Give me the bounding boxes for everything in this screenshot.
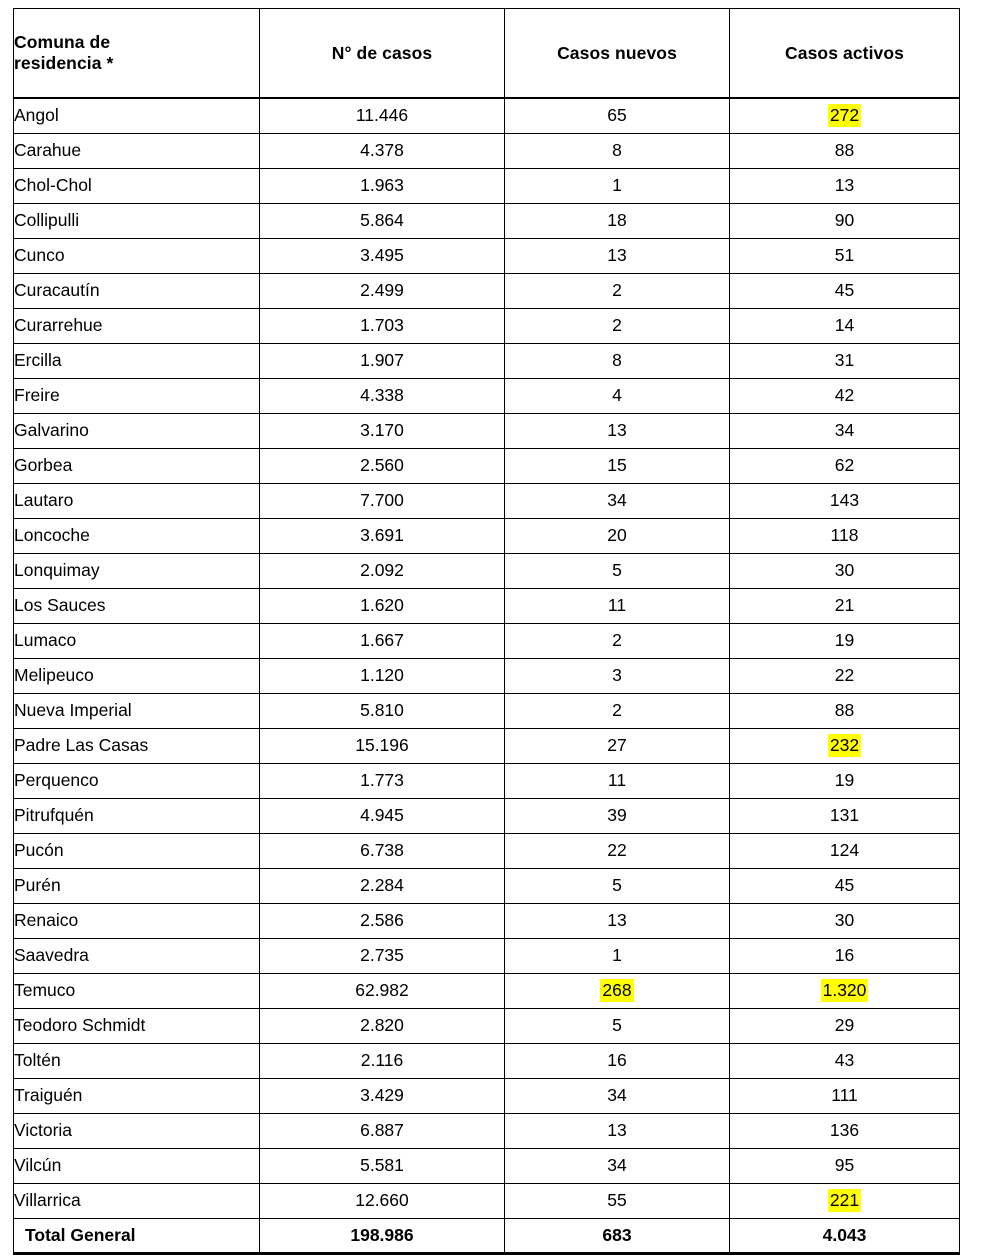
cell-active-cases: 19	[730, 763, 960, 798]
cell-new-cases: 8	[505, 133, 730, 168]
table-row	[14, 1043, 960, 1078]
cell-comuna-name: Lumaco	[14, 623, 260, 658]
cell-new-cases: 2	[505, 273, 730, 308]
cell-total-cases: 2.560	[260, 448, 505, 483]
column-header-comuna-line2: residencia *	[14, 53, 114, 73]
highlighted-value: 1.320	[822, 980, 867, 1001]
cell-total-cases: 1.773	[260, 763, 505, 798]
cell-active-cases: 43	[730, 1043, 960, 1078]
table-row	[14, 203, 960, 238]
table-row	[14, 623, 960, 658]
cell-new-cases: 16	[505, 1043, 730, 1078]
cell-active-cases: 14	[730, 308, 960, 343]
cell-new-cases	[505, 973, 730, 1008]
cell-new-cases: 13	[505, 238, 730, 273]
cell-comuna-name: Padre Las Casas	[14, 728, 260, 763]
highlighted-value: 268	[602, 980, 632, 1001]
cell-comuna-name: Pucón	[14, 833, 260, 868]
cell-comuna-name: Villarrica	[14, 1183, 260, 1218]
table-row	[14, 1183, 960, 1218]
table-row	[14, 1113, 960, 1148]
cell-comuna-name: Collipulli	[14, 203, 260, 238]
table-row	[14, 378, 960, 413]
cell-active-cases: 29	[730, 1008, 960, 1043]
cell-total-cases: 1.907	[260, 343, 505, 378]
cell-comuna-name: Victoria	[14, 1113, 260, 1148]
table-row	[14, 728, 960, 763]
cell-active-cases	[730, 728, 960, 763]
table-row	[14, 273, 960, 308]
cell-active-cases: 88	[730, 693, 960, 728]
cell-new-cases: 4	[505, 378, 730, 413]
cell-active-cases: 22	[730, 658, 960, 693]
cell-active-cases: 30	[730, 903, 960, 938]
cell-new-cases: 13	[505, 413, 730, 448]
cell-comuna-name: Perquenco	[14, 763, 260, 798]
highlighted-value: 272	[829, 105, 860, 126]
cell-new-cases: 11	[505, 763, 730, 798]
cell-total-cases: 3.495	[260, 238, 505, 273]
cell-total-cases: 2.735	[260, 938, 505, 973]
column-header-casos-activos: Casos activos	[730, 9, 960, 99]
table-row	[14, 518, 960, 553]
total-active-cases: 4.043	[730, 1218, 960, 1253]
cell-total-cases: 4.378	[260, 133, 505, 168]
cell-total-cases: 2.586	[260, 903, 505, 938]
table-row	[14, 1078, 960, 1113]
cell-new-cases: 2	[505, 623, 730, 658]
cell-comuna-name: Curacautín	[14, 273, 260, 308]
table-row	[14, 553, 960, 588]
cell-total-cases: 11.446	[260, 98, 505, 133]
cell-active-cases: 31	[730, 343, 960, 378]
cell-comuna-name: Teodoro Schmidt	[14, 1008, 260, 1043]
column-header-casos-nuevos: Casos nuevos	[505, 9, 730, 99]
cell-total-cases: 12.660	[260, 1183, 505, 1218]
cell-active-cases	[730, 1183, 960, 1218]
cell-total-cases: 5.581	[260, 1148, 505, 1183]
cell-total-cases: 62.982	[260, 973, 505, 1008]
cell-active-cases: 62	[730, 448, 960, 483]
cell-comuna-name: Ercilla	[14, 343, 260, 378]
cell-new-cases: 22	[505, 833, 730, 868]
cell-active-cases: 45	[730, 273, 960, 308]
cell-total-cases: 5.810	[260, 693, 505, 728]
cell-active-cases: 90	[730, 203, 960, 238]
cell-comuna-name: Los Sauces	[14, 588, 260, 623]
table-row	[14, 693, 960, 728]
table-row	[14, 833, 960, 868]
cell-comuna-name: Lonquimay	[14, 553, 260, 588]
cell-active-cases: 42	[730, 378, 960, 413]
column-header-comuna	[14, 9, 260, 99]
table-row	[14, 448, 960, 483]
cell-new-cases: 39	[505, 798, 730, 833]
cell-comuna-name: Temuco	[14, 973, 260, 1008]
cell-comuna-name: Traiguén	[14, 1078, 260, 1113]
cell-new-cases: 2	[505, 308, 730, 343]
header-row	[14, 9, 960, 99]
cell-new-cases: 15	[505, 448, 730, 483]
cell-comuna-name: Melipeuco	[14, 658, 260, 693]
table-row	[14, 973, 960, 1008]
cell-new-cases: 34	[505, 1078, 730, 1113]
table-header	[14, 9, 960, 99]
cell-comuna-name: Loncoche	[14, 518, 260, 553]
cell-new-cases: 20	[505, 518, 730, 553]
cell-total-cases: 3.429	[260, 1078, 505, 1113]
cell-new-cases: 1	[505, 938, 730, 973]
cell-new-cases: 13	[505, 903, 730, 938]
cell-total-cases: 1.620	[260, 588, 505, 623]
cell-comuna-name: Saavedra	[14, 938, 260, 973]
cell-total-cases: 2.092	[260, 553, 505, 588]
cell-comuna-name: Renaico	[14, 903, 260, 938]
cell-new-cases: 13	[505, 1113, 730, 1148]
cases-by-comuna-table	[13, 8, 960, 1255]
table-row	[14, 413, 960, 448]
cell-comuna-name: Galvarino	[14, 413, 260, 448]
cell-total-cases: 4.338	[260, 378, 505, 413]
cell-comuna-name: Chol-Chol	[14, 168, 260, 203]
cell-total-cases: 1.667	[260, 623, 505, 658]
cell-active-cases: 30	[730, 553, 960, 588]
table-row	[14, 903, 960, 938]
cell-total-cases: 2.116	[260, 1043, 505, 1078]
cell-comuna-name: Pitrufquén	[14, 798, 260, 833]
cell-total-cases: 3.170	[260, 413, 505, 448]
table-row	[14, 868, 960, 903]
cell-active-cases: 131	[730, 798, 960, 833]
cell-active-cases: 118	[730, 518, 960, 553]
cell-new-cases: 27	[505, 728, 730, 763]
cell-total-cases: 4.945	[260, 798, 505, 833]
cell-comuna-name: Vilcún	[14, 1148, 260, 1183]
cell-comuna-name: Purén	[14, 868, 260, 903]
cell-active-cases	[730, 973, 960, 1008]
column-header-casos: N° de casos	[260, 9, 505, 99]
cell-total-cases: 5.864	[260, 203, 505, 238]
cell-new-cases: 5	[505, 553, 730, 588]
cell-active-cases: 16	[730, 938, 960, 973]
table-row	[14, 168, 960, 203]
cell-comuna-name: Curarrehue	[14, 308, 260, 343]
cell-new-cases: 5	[505, 868, 730, 903]
total-new-cases: 683	[505, 1218, 730, 1253]
highlighted-value: 221	[829, 1190, 860, 1211]
table-row	[14, 1148, 960, 1183]
table-row	[14, 238, 960, 273]
cell-total-cases: 6.887	[260, 1113, 505, 1148]
cell-active-cases: 143	[730, 483, 960, 518]
cell-new-cases: 3	[505, 658, 730, 693]
table-row	[14, 798, 960, 833]
cell-comuna-name: Carahue	[14, 133, 260, 168]
table-row	[14, 588, 960, 623]
cases-table-container	[13, 8, 959, 1255]
cell-comuna-name: Gorbea	[14, 448, 260, 483]
cell-new-cases: 34	[505, 483, 730, 518]
cell-total-cases: 3.691	[260, 518, 505, 553]
table-row	[14, 343, 960, 378]
table-row	[14, 938, 960, 973]
cell-total-cases: 7.700	[260, 483, 505, 518]
cell-total-cases: 1.963	[260, 168, 505, 203]
cell-total-cases: 1.120	[260, 658, 505, 693]
total-label: Total General	[14, 1218, 260, 1253]
total-row	[14, 1218, 960, 1253]
cell-new-cases: 34	[505, 1148, 730, 1183]
cell-comuna-name: Angol	[14, 98, 260, 133]
cell-active-cases: 95	[730, 1148, 960, 1183]
table-row	[14, 98, 960, 133]
table-row	[14, 133, 960, 168]
cell-active-cases: 51	[730, 238, 960, 273]
cell-new-cases: 5	[505, 1008, 730, 1043]
table-row	[14, 308, 960, 343]
cell-active-cases: 45	[730, 868, 960, 903]
cell-active-cases: 136	[730, 1113, 960, 1148]
cell-comuna-name: Lautaro	[14, 483, 260, 518]
cell-new-cases: 2	[505, 693, 730, 728]
cell-new-cases: 55	[505, 1183, 730, 1218]
cell-comuna-name: Toltén	[14, 1043, 260, 1078]
cell-active-cases: 13	[730, 168, 960, 203]
table-row	[14, 483, 960, 518]
cell-active-cases: 21	[730, 588, 960, 623]
cell-new-cases: 18	[505, 203, 730, 238]
cell-active-cases: 124	[730, 833, 960, 868]
table-row	[14, 658, 960, 693]
table-row	[14, 763, 960, 798]
highlighted-value: 232	[829, 735, 860, 756]
cell-new-cases: 65	[505, 98, 730, 133]
cell-active-cases: 111	[730, 1078, 960, 1113]
cell-active-cases: 88	[730, 133, 960, 168]
total-cases: 198.986	[260, 1218, 505, 1253]
table-row	[14, 1008, 960, 1043]
cell-total-cases: 1.703	[260, 308, 505, 343]
cell-comuna-name: Nueva Imperial	[14, 693, 260, 728]
cell-total-cases: 15.196	[260, 728, 505, 763]
cell-new-cases: 1	[505, 168, 730, 203]
cell-total-cases: 2.820	[260, 1008, 505, 1043]
cell-active-cases	[730, 98, 960, 133]
cell-comuna-name: Freire	[14, 378, 260, 413]
cell-total-cases: 2.499	[260, 273, 505, 308]
cell-new-cases: 11	[505, 588, 730, 623]
cell-total-cases: 6.738	[260, 833, 505, 868]
cell-comuna-name: Cunco	[14, 238, 260, 273]
cell-total-cases: 2.284	[260, 868, 505, 903]
column-header-comuna-line1: Comuna de	[14, 32, 111, 53]
cell-active-cases: 34	[730, 413, 960, 448]
cell-active-cases: 19	[730, 623, 960, 658]
cell-new-cases: 8	[505, 343, 730, 378]
table-body	[14, 98, 960, 1253]
